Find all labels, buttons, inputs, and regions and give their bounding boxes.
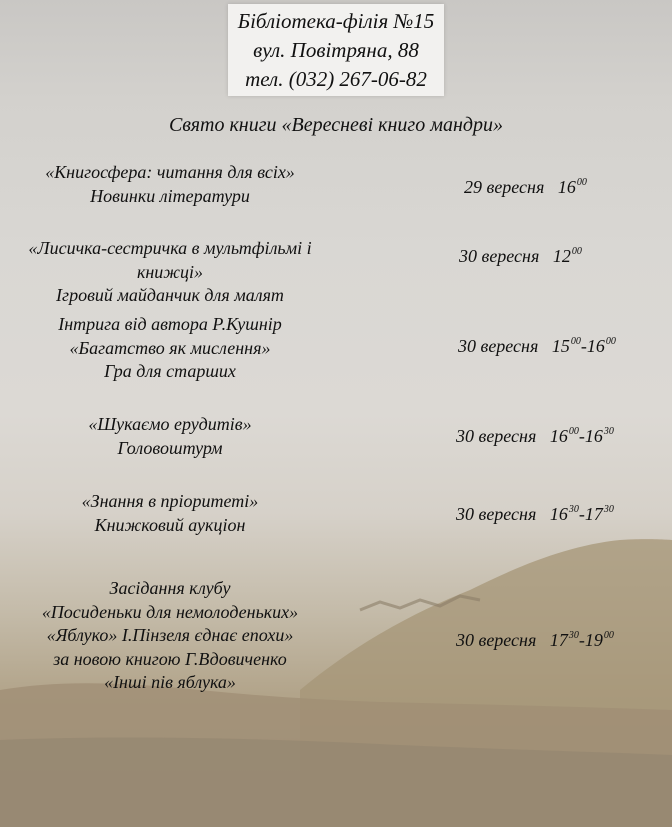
event-description	[0, 577, 340, 695]
event-line: Новинки літератури	[90, 185, 250, 206]
event-line: «Яблуко» І.Пінзеля єднає епохи»	[46, 625, 294, 645]
event-line: «Посиденьки для немолоденьких»	[41, 601, 299, 622]
library-name: Бібліотека-філія №15	[237, 8, 435, 33]
event-time: $16^{30}-17^{30}$	[549, 504, 614, 524]
event-date: 30 вересня	[458, 336, 539, 356]
event-datetime	[458, 336, 616, 357]
event-title: Свято книги «Вересневі книго мандри»	[168, 114, 504, 136]
event-line: Інтрига від автора Р.Кушнір	[58, 314, 282, 334]
event-time: $15^{00}-16^{00}$	[551, 336, 616, 356]
library-address: вул. Повітряна, 88	[253, 37, 419, 62]
event-date: 30 вересня	[456, 426, 537, 446]
event-description	[0, 237, 340, 308]
event-description	[0, 490, 340, 537]
event-line: Засідання клубу	[109, 578, 231, 598]
event-datetime	[464, 177, 587, 198]
event-line: Гра для старших	[104, 361, 236, 381]
event-line: «Лисичка-сестричка в мультфільмі і книжці»	[28, 238, 312, 282]
event-line: «Багатство як мислення»	[69, 337, 271, 358]
event-time: $16^{00}$	[557, 177, 587, 197]
event-line: Книжковий аукціон	[94, 514, 246, 535]
event-datetime	[456, 630, 614, 651]
library-phone: тел. (032) 267-06-82	[245, 66, 427, 91]
event-line: Ігровий майданчик для малят	[56, 285, 284, 305]
event-line: «Знання в пріоритеті»	[81, 491, 259, 511]
event-description	[0, 161, 340, 208]
event-date: 29 вересня	[464, 177, 545, 197]
event-datetime	[456, 504, 614, 525]
event-line: за новою книгою Г.Вдовиченко	[53, 648, 287, 669]
event-datetime	[459, 246, 582, 267]
event-description	[0, 413, 340, 460]
event-date: 30 вересня	[459, 246, 540, 266]
event-time: $12^{00}$	[552, 246, 582, 266]
event-line: «Шукаємо ерудитів»	[88, 414, 252, 434]
event-time: $16^{00}-16^{30}$	[549, 426, 614, 446]
event-description	[0, 313, 340, 384]
event-datetime	[456, 426, 614, 447]
library-info-box	[228, 4, 444, 96]
event-line: «Інші пів яблука»	[104, 672, 236, 692]
event-date: 30 вересня	[456, 504, 537, 524]
event-line: «Книгосфера: читання для всіх»	[45, 162, 295, 182]
event-line: Головоштурм	[117, 437, 223, 458]
event-date: 30 вересня	[456, 630, 537, 650]
event-time: $17^{30}-19^{00}$	[549, 630, 614, 650]
